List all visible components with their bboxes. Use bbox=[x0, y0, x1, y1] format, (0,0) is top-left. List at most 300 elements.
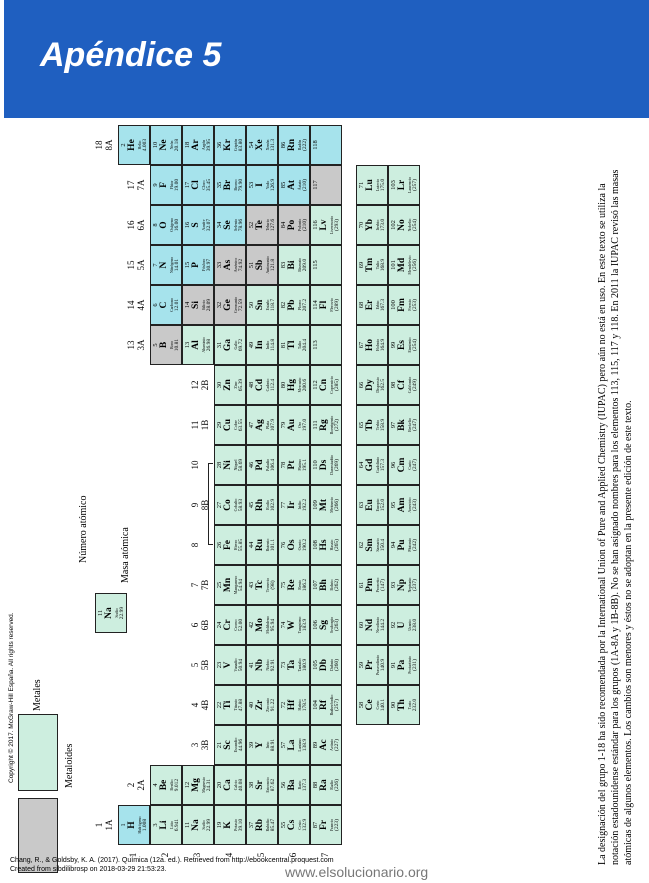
element-name: Carbono bbox=[169, 298, 174, 312]
atomic-mass: (269) bbox=[334, 459, 340, 471]
element-symbol: Sr bbox=[255, 780, 265, 790]
period-label: 7 bbox=[320, 852, 330, 858]
element-cell bbox=[278, 325, 310, 365]
key-atomic-number: 11 bbox=[97, 609, 104, 617]
element-cell bbox=[388, 405, 420, 445]
element-symbol: Cs bbox=[287, 819, 297, 831]
credit-line-1: Chang, R., & Goldsby, K. A. (2017). Química (12a. ed.). Retrieved from http://ebookcentral.proquest.com bbox=[10, 857, 334, 864]
credit-line-2: Created from sibdilibrosp on 2018-03-29 21:53:23. bbox=[10, 866, 167, 873]
element-name: Cloro bbox=[201, 180, 206, 190]
group-label bbox=[94, 125, 114, 165]
group-label bbox=[126, 205, 146, 245]
element-name: Iridio bbox=[297, 500, 302, 510]
atomic-number: 82 bbox=[280, 301, 287, 309]
element-symbol: Sm bbox=[365, 538, 376, 552]
element-cell bbox=[310, 645, 342, 685]
atomic-number: 26 bbox=[216, 541, 223, 549]
element-symbol: N bbox=[159, 261, 169, 269]
element-name: Titanio bbox=[233, 699, 238, 711]
atomic-mass: 85.47 bbox=[270, 818, 276, 832]
atomic-number: 115 bbox=[312, 260, 319, 270]
element-name: Curio bbox=[407, 460, 413, 470]
element-symbol: I bbox=[255, 183, 265, 187]
atomic-mass: 183.9 bbox=[302, 618, 308, 632]
atomic-number: 21 bbox=[216, 741, 223, 749]
atomic-number: 106 bbox=[312, 620, 319, 630]
element-name: Rutenio bbox=[265, 538, 270, 552]
atomic-mass: 6.941 bbox=[174, 818, 180, 832]
element-symbol: Am bbox=[397, 497, 408, 513]
element-cell bbox=[246, 805, 278, 845]
atomic-mass: 72.59 bbox=[238, 298, 244, 312]
period-label: 6 bbox=[288, 852, 298, 858]
element-symbol: Nb bbox=[255, 658, 265, 672]
atomic-number: 72 bbox=[280, 701, 287, 709]
element-cell bbox=[246, 205, 278, 245]
atomic-mass: 63.55 bbox=[238, 418, 244, 432]
atomic-mass: 132.9 bbox=[302, 818, 308, 832]
group-number: 10 bbox=[190, 460, 200, 470]
element-cell bbox=[356, 165, 388, 205]
period-label: 4 bbox=[224, 852, 234, 858]
element-cell bbox=[310, 565, 342, 605]
element-cell bbox=[150, 165, 182, 205]
element-symbol: Md bbox=[397, 257, 408, 273]
group-label bbox=[190, 445, 200, 485]
atomic-number: 56 bbox=[280, 781, 287, 789]
element-symbol: Cn bbox=[319, 378, 329, 392]
element-name: Hidrógeno bbox=[137, 816, 142, 834]
atomic-mass: 9.012 bbox=[174, 778, 180, 792]
atomic-mass: 173.0 bbox=[380, 218, 387, 232]
element-cell bbox=[278, 245, 310, 285]
element-symbol: Sb bbox=[255, 259, 265, 271]
element-symbol: P bbox=[191, 262, 201, 268]
element-cell bbox=[310, 685, 342, 725]
element-name: Polonio bbox=[297, 218, 302, 232]
atomic-mass: 35.45 bbox=[206, 178, 212, 192]
element-symbol: C bbox=[159, 301, 169, 309]
group-label bbox=[126, 285, 146, 325]
element-name: Einstenio bbox=[407, 337, 413, 353]
atomic-mass: (272) bbox=[334, 419, 340, 431]
atomic-mass: 88.91 bbox=[270, 738, 276, 752]
period-label: 2 bbox=[160, 852, 170, 858]
element-symbol: Kr bbox=[223, 139, 233, 151]
element-cell bbox=[310, 445, 342, 485]
atomic-number: 49 bbox=[248, 341, 255, 349]
element-name: Hafnio bbox=[297, 699, 302, 711]
element-name: Prometio bbox=[375, 577, 381, 593]
atomic-number: 110 bbox=[312, 460, 319, 470]
element-cell bbox=[278, 405, 310, 445]
element-name: Samario bbox=[375, 538, 381, 552]
element-name: Oro bbox=[297, 421, 302, 429]
element-name: Flúor bbox=[169, 180, 174, 190]
key-name: Sodio bbox=[114, 608, 119, 618]
atomic-mass: (227) bbox=[334, 739, 340, 751]
atomic-mass: 65.39 bbox=[238, 378, 244, 392]
atomic-number: 23 bbox=[216, 661, 223, 669]
atomic-mass: (285) bbox=[334, 379, 340, 391]
element-name: Californio bbox=[407, 376, 413, 394]
atomic-mass: (265) bbox=[334, 539, 340, 551]
atomic-mass: 78.96 bbox=[238, 218, 244, 232]
atomic-number: 5 bbox=[152, 343, 159, 347]
element-symbol: Po bbox=[287, 219, 297, 231]
atomic-number: 32 bbox=[216, 301, 223, 309]
atomic-mass: 58.93 bbox=[238, 498, 244, 512]
element-symbol: Es bbox=[397, 339, 408, 351]
group-number: 6 bbox=[190, 622, 200, 628]
atomic-number: 40 bbox=[248, 701, 255, 709]
atomic-mass: 168.9 bbox=[380, 258, 387, 272]
element-symbol: Ds bbox=[319, 459, 329, 471]
atomic-mass: 47.88 bbox=[238, 698, 244, 712]
atomic-mass: 192.2 bbox=[302, 498, 308, 512]
element-symbol: Ra bbox=[319, 779, 329, 791]
atomic-number: 102 bbox=[390, 220, 398, 230]
element-symbol: Be bbox=[159, 779, 169, 791]
element-name: Actinio bbox=[329, 739, 334, 751]
atomic-mass: 74.92 bbox=[238, 258, 244, 272]
element-symbol: Mt bbox=[319, 498, 329, 512]
element-symbol: Lr bbox=[397, 179, 408, 191]
atomic-mass: 114.8 bbox=[270, 338, 276, 352]
element-name: Fermio bbox=[407, 299, 413, 311]
legend-metales: Metales bbox=[32, 679, 43, 711]
atomic-number: 14 bbox=[184, 301, 191, 309]
element-cell bbox=[278, 805, 310, 845]
atomic-number: 2 bbox=[120, 143, 127, 147]
group-label bbox=[190, 725, 210, 765]
element-name: Bario bbox=[297, 780, 302, 790]
element-symbol: Cd bbox=[255, 378, 265, 392]
group-label bbox=[94, 805, 114, 845]
footnote bbox=[596, 5, 635, 865]
atomic-mass: (256) bbox=[412, 259, 419, 271]
element-name: Manganeso bbox=[233, 575, 238, 595]
element-cell bbox=[246, 445, 278, 485]
element-symbol: Se bbox=[223, 220, 233, 230]
atomic-mass: 107.9 bbox=[270, 418, 276, 432]
atomic-mass: (260) bbox=[334, 659, 340, 671]
element-symbol: S bbox=[191, 222, 201, 228]
atomic-number: 73 bbox=[280, 661, 287, 669]
group-letter: 4A bbox=[136, 299, 146, 311]
element-cell bbox=[246, 685, 278, 725]
element-name: Bromo bbox=[233, 179, 238, 191]
group-number: 8 bbox=[190, 542, 200, 548]
atomic-number: 69 bbox=[358, 261, 366, 269]
atomic-number: 78 bbox=[280, 461, 287, 469]
element-name: Sodio bbox=[201, 820, 206, 830]
atomic-number: 114 bbox=[312, 300, 319, 310]
atomic-number: 44 bbox=[248, 541, 255, 549]
atomic-number: 71 bbox=[358, 181, 366, 189]
atomic-mass: 209.0 bbox=[302, 258, 308, 272]
atomic-mass: 167.3 bbox=[380, 298, 387, 312]
element-name: Arsénico bbox=[233, 257, 238, 273]
element-symbol: Ni bbox=[223, 460, 233, 470]
element-symbol: H bbox=[127, 821, 137, 829]
atomic-mass: 92.91 bbox=[270, 658, 276, 672]
element-symbol: Re bbox=[287, 579, 297, 591]
element-cell bbox=[150, 325, 182, 365]
atomic-mass: (262) bbox=[334, 579, 340, 591]
element-cell bbox=[356, 245, 388, 285]
atomic-number: 12 bbox=[184, 781, 191, 789]
element-name: Livermorio bbox=[329, 215, 334, 235]
element-symbol: Li bbox=[159, 820, 169, 830]
atomic-mass: (247) bbox=[412, 459, 419, 471]
element-symbol: Br bbox=[223, 179, 233, 191]
element-symbol: Ar bbox=[191, 139, 201, 151]
element-symbol: Lv bbox=[319, 219, 329, 231]
atomic-mass: (210) bbox=[302, 219, 308, 231]
element-symbol: Tm bbox=[365, 257, 376, 273]
atomic-number: 15 bbox=[184, 261, 191, 269]
atomic-mass: (210) bbox=[302, 179, 308, 191]
element-name: Potasio bbox=[233, 819, 238, 831]
group-label bbox=[190, 365, 210, 405]
atomic-number: 70 bbox=[358, 221, 366, 229]
element-symbol: Y bbox=[255, 741, 265, 749]
element-symbol: F bbox=[159, 182, 169, 188]
atomic-mass: 175.0 bbox=[380, 178, 387, 192]
atomic-number: 86 bbox=[280, 141, 287, 149]
atomic-mass: 83.80 bbox=[238, 138, 244, 152]
atomic-mass: 40.08 bbox=[238, 778, 244, 792]
atomic-number: 22 bbox=[216, 701, 223, 709]
atomic-mass: (242) bbox=[412, 539, 419, 551]
period-label: 1 bbox=[128, 852, 138, 858]
atomic-number: 41 bbox=[248, 661, 255, 669]
element-symbol: Al bbox=[191, 340, 201, 350]
element-name: Hassio bbox=[329, 539, 334, 551]
element-cell bbox=[356, 485, 388, 525]
element-symbol: W bbox=[287, 620, 297, 630]
group-letter: 1A bbox=[104, 819, 114, 831]
atomic-mass: 144.2 bbox=[380, 618, 387, 632]
element-cell bbox=[310, 485, 342, 525]
element-cell bbox=[278, 605, 310, 645]
element-cell bbox=[278, 645, 310, 685]
element-name: Bohrio bbox=[329, 579, 334, 591]
element-symbol: Mn bbox=[223, 577, 233, 593]
atomic-mass: 106.4 bbox=[270, 458, 276, 472]
atomic-mass: 131.3 bbox=[270, 138, 276, 152]
key-label-number: Número atómico bbox=[78, 495, 89, 563]
atomic-number: 117 bbox=[312, 180, 319, 190]
element-name: Molibdeno bbox=[265, 616, 270, 634]
element-cell bbox=[150, 245, 182, 285]
element-cell bbox=[182, 285, 214, 325]
element-name: Helio bbox=[137, 140, 142, 150]
element-symbol: Ta bbox=[287, 659, 297, 671]
atomic-number: 92 bbox=[390, 621, 398, 629]
atomic-mass: 14.01 bbox=[174, 258, 180, 272]
element-name: Iterbio bbox=[375, 219, 381, 231]
group-number: 18 bbox=[94, 140, 104, 150]
atomic-mass: (247) bbox=[412, 419, 419, 431]
element-name: Lantano bbox=[297, 738, 302, 752]
atomic-number: 88 bbox=[312, 781, 319, 789]
element-symbol: Gd bbox=[365, 458, 376, 472]
element-cell bbox=[388, 485, 420, 525]
atomic-number: 104 bbox=[312, 700, 319, 710]
element-cell bbox=[150, 125, 182, 165]
element-symbol: Ho bbox=[365, 338, 376, 352]
element-symbol: Sg bbox=[319, 619, 329, 631]
element-name: Mercurio bbox=[297, 377, 302, 393]
atomic-mass: (266) bbox=[334, 499, 340, 511]
element-cell bbox=[214, 125, 246, 165]
element-cell bbox=[278, 525, 310, 565]
element-name: Tantalio bbox=[297, 658, 302, 672]
element-symbol: Tc bbox=[255, 580, 265, 590]
atomic-mass: 16.00 bbox=[174, 218, 180, 232]
element-cell bbox=[214, 765, 246, 805]
element-cell bbox=[278, 485, 310, 525]
element-name: Neodimio bbox=[375, 617, 381, 633]
element-name: Oxígeno bbox=[169, 218, 174, 232]
atomic-mass: 54.94 bbox=[238, 578, 244, 592]
element-cell bbox=[246, 125, 278, 165]
element-name: Cromo bbox=[233, 619, 238, 631]
element-symbol: Hg bbox=[287, 378, 297, 392]
atomic-number: 60 bbox=[358, 621, 366, 629]
atomic-mass: 157.3 bbox=[380, 458, 387, 472]
element-symbol: O bbox=[159, 221, 169, 229]
group-number: 11 bbox=[190, 420, 200, 430]
element-cell bbox=[182, 765, 214, 805]
atomic-mass: (253) bbox=[412, 299, 419, 311]
atomic-number: 116 bbox=[312, 220, 319, 230]
element-name: Indio bbox=[265, 340, 270, 350]
atomic-number: 28 bbox=[216, 461, 223, 469]
element-symbol: Pm bbox=[365, 578, 376, 592]
element-symbol: Th bbox=[397, 699, 408, 711]
atomic-mass: 190.2 bbox=[302, 538, 308, 552]
element-name: Cobalto bbox=[233, 498, 238, 512]
element-symbol: Ba bbox=[287, 779, 297, 791]
atomic-number: 90 bbox=[390, 701, 398, 709]
group-number: 2 bbox=[126, 782, 136, 788]
group-label bbox=[126, 165, 146, 205]
atomic-mass: 20.18 bbox=[174, 138, 180, 152]
element-name: Tecnecio bbox=[265, 577, 270, 593]
group-label bbox=[190, 565, 210, 605]
atomic-mass: (222) bbox=[302, 139, 308, 151]
element-cell bbox=[388, 525, 420, 565]
group-label bbox=[190, 605, 210, 645]
atomic-mass: 24.31 bbox=[206, 778, 212, 792]
element-symbol: Rh bbox=[255, 498, 265, 512]
element-cell bbox=[246, 325, 278, 365]
element-name: Flerovio bbox=[329, 298, 334, 312]
element-cell bbox=[246, 285, 278, 325]
atomic-mass: 28.09 bbox=[206, 298, 212, 312]
element-cell bbox=[278, 365, 310, 405]
element-cell bbox=[182, 245, 214, 285]
element-name: Nobelio bbox=[407, 218, 413, 232]
atomic-mass: 39.95 bbox=[206, 138, 212, 152]
element-cell bbox=[310, 365, 342, 405]
atomic-number: 20 bbox=[216, 781, 223, 789]
group-letter: 8A bbox=[104, 139, 114, 151]
group-letter: 2B bbox=[200, 379, 210, 391]
atomic-number: 83 bbox=[280, 261, 287, 269]
group-letter: 6B bbox=[200, 619, 210, 631]
atomic-number: 53 bbox=[248, 181, 255, 189]
atomic-mass: 50.94 bbox=[238, 658, 244, 672]
atomic-number: 99 bbox=[390, 341, 398, 349]
element-name: Cadmio bbox=[265, 378, 270, 392]
element-symbol: Sc bbox=[223, 740, 233, 750]
copyright-notice: Copyright © 2017. McGraw-Hill España. All rights reserved. bbox=[8, 612, 15, 783]
element-name: Selenio bbox=[233, 219, 238, 231]
atomic-mass: 69.72 bbox=[238, 338, 244, 352]
element-symbol: Nd bbox=[365, 618, 376, 632]
group-label bbox=[126, 325, 146, 365]
atomic-number: 24 bbox=[216, 621, 223, 629]
element-symbol: Bh bbox=[319, 579, 329, 591]
element-cell bbox=[182, 325, 214, 365]
atomic-number: 27 bbox=[216, 501, 223, 509]
element-cell bbox=[246, 365, 278, 405]
atomic-number: 85 bbox=[280, 181, 287, 189]
group-number: 12 bbox=[190, 380, 200, 390]
element-symbol: Hs bbox=[319, 539, 329, 551]
atomic-mass: 180.9 bbox=[302, 658, 308, 672]
atomic-number: 38 bbox=[248, 781, 255, 789]
element-cell bbox=[246, 405, 278, 445]
atomic-number: 103 bbox=[390, 180, 398, 190]
atomic-number: 79 bbox=[280, 421, 287, 429]
element-name: Holmio bbox=[375, 338, 381, 352]
atomic-mass: 150.4 bbox=[380, 538, 387, 552]
element-cell bbox=[388, 165, 420, 205]
atomic-number: 8 bbox=[152, 223, 159, 227]
element-name: Litio bbox=[169, 821, 174, 829]
element-cell bbox=[214, 525, 246, 565]
element-name: Berkelio bbox=[407, 418, 413, 432]
element-cell bbox=[182, 125, 214, 165]
element-cell bbox=[214, 405, 246, 445]
element-name: Hierro bbox=[233, 539, 238, 551]
element-symbol: Cu bbox=[223, 418, 233, 432]
element-name: Plomo bbox=[297, 299, 302, 311]
element-name: Germanio bbox=[233, 297, 238, 313]
element-cell bbox=[150, 805, 182, 845]
key-label-mass: Masa atómica bbox=[120, 527, 131, 583]
atomic-number: 76 bbox=[280, 541, 287, 549]
element-name: Francio bbox=[329, 818, 334, 832]
atomic-mass: 232.0 bbox=[412, 698, 419, 712]
element-symbol: Np bbox=[397, 578, 408, 592]
element-cell bbox=[388, 645, 420, 685]
element-cell bbox=[388, 325, 420, 365]
group-letter: 6A bbox=[136, 219, 146, 231]
element-name: Talio bbox=[297, 340, 302, 350]
element-cell bbox=[214, 725, 246, 765]
atomic-number: 43 bbox=[248, 581, 255, 589]
atomic-number: 64 bbox=[358, 461, 366, 469]
element-symbol: V bbox=[223, 661, 233, 669]
element-cell bbox=[182, 165, 214, 205]
element-name: Cerio bbox=[375, 700, 381, 710]
